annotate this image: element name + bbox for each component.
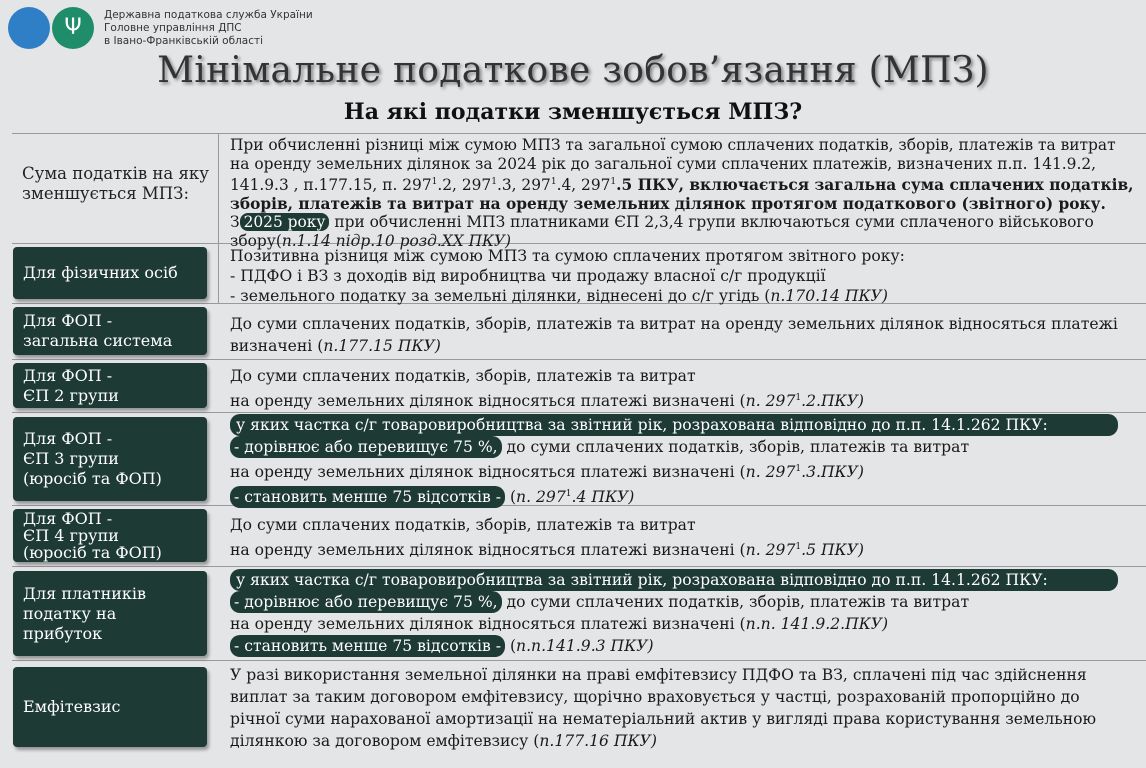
text-part: на оренду земельних ділянок відносяться платежі визначені ( bbox=[230, 463, 746, 482]
text-line bbox=[230, 195, 1140, 214]
row-label-fop-general bbox=[13, 307, 207, 355]
row-label-line: Для ФОП - bbox=[23, 365, 113, 385]
row-label-profit-tax bbox=[13, 571, 207, 656]
condition-badge: - дорівнює або перевищує 75 %, bbox=[230, 436, 502, 458]
text-line bbox=[230, 569, 1140, 591]
table-divider bbox=[12, 660, 1146, 661]
text-part: до суми сплачених податків, зборів, платежів та витрат bbox=[501, 438, 970, 456]
org-line-3: в Івано-Франківській області bbox=[104, 34, 264, 47]
text-line bbox=[230, 414, 1140, 436]
law-reference: п.177.16 ПКУ) bbox=[539, 732, 657, 750]
text-part: на оренду земельних ділянок відносяться платежі визначені ( bbox=[230, 541, 746, 560]
text-line: - ПДФО і ВЗ з доходів від виробництва чи продажу власної с/г продукції bbox=[230, 267, 826, 285]
row-label-total-taxes bbox=[22, 164, 209, 204]
text-line: До суми сплачених податків, зборів, платежів та витрат bbox=[230, 367, 696, 385]
law-reference: п.п.141.9.3 ПКУ) bbox=[516, 637, 654, 655]
row-label-line: зменшується МПЗ: bbox=[22, 184, 190, 203]
law-reference: .3.ПКУ) bbox=[801, 463, 864, 482]
condition-badge: - дорівнює або перевищує 75 %, bbox=[230, 591, 502, 613]
logo-circle-blue bbox=[8, 7, 50, 49]
row-label-line: Для фізичних осіб bbox=[23, 263, 178, 282]
org-line-2: Головне управління ДПС bbox=[104, 21, 242, 34]
text-line: виплат за таким договором емфітевзису, щорічно враховується у частці, розрахованій пропорційно до bbox=[230, 688, 1080, 706]
law-reference: п.177.15 ПКУ) bbox=[323, 337, 441, 355]
row-content-emphyteusis bbox=[230, 664, 1140, 752]
superscript: 1 bbox=[550, 177, 557, 187]
text-part: збору( bbox=[230, 231, 282, 250]
row-content-ep2 bbox=[230, 365, 1140, 412]
row-label-line: Емфітевзис bbox=[23, 697, 121, 716]
text-part: визначені ( bbox=[230, 337, 324, 355]
superscript: 1 bbox=[795, 542, 802, 552]
page-subtitle: На які податки зменшується МПЗ? bbox=[343, 99, 803, 125]
text-part: на оренду земельних ділянок відносяться платежі визначені ( bbox=[230, 615, 746, 633]
row-content-ep3 bbox=[230, 414, 1140, 508]
row-label-emphyteusis bbox=[13, 667, 207, 747]
law-reference: п.170.14 ПКУ) bbox=[770, 287, 888, 305]
table-divider bbox=[12, 566, 1146, 567]
text-line bbox=[230, 483, 1140, 508]
law-reference: .2.ПКУ) bbox=[801, 392, 864, 411]
text-line: на оренду земельних ділянок за 2024 рік до загальної суми сплачених платежів, визначених п.п. 141.9.2, bbox=[230, 154, 1097, 173]
text-part: ділянкою за договором емфітевзису ( bbox=[230, 732, 540, 750]
text-part: .3, 297 bbox=[496, 176, 551, 195]
superscript: 1 bbox=[795, 464, 802, 474]
row-content-ep4 bbox=[230, 514, 1140, 561]
text-line bbox=[230, 536, 1140, 561]
text-line: До суми сплачених податків, зборів, платежів та витрат bbox=[230, 516, 696, 534]
text-part: до суми сплачених податків, зборів, платежів та витрат bbox=[501, 593, 970, 611]
law-reference: п. 297 bbox=[516, 488, 566, 507]
row-label-line: (юросіб та ФОП) bbox=[23, 469, 162, 488]
text-line bbox=[230, 591, 1140, 613]
text-line bbox=[230, 635, 1140, 657]
text-line bbox=[230, 730, 1140, 752]
row-content-total-taxes bbox=[230, 136, 1140, 250]
text-line bbox=[230, 613, 1140, 635]
text-part: - земельного податку за земельні ділянки, віднесені до с/г угідь ( bbox=[230, 287, 771, 305]
row-content-fop-general bbox=[230, 313, 1140, 357]
condition-badge: - становить менше 75 відсотків - bbox=[230, 635, 505, 657]
row-content-individuals bbox=[230, 246, 1140, 306]
row-label-line: загальна система bbox=[23, 331, 173, 350]
condition-badge: - становить менше 75 відсотків - bbox=[230, 486, 505, 508]
row-label-line: (юросіб та ФОП) bbox=[23, 543, 162, 562]
row-label-line: ЄП 4 групи bbox=[23, 526, 119, 545]
law-reference: п.1.14 підр.10 розд.XX ПКУ) bbox=[281, 231, 512, 250]
text-part: .4, 297 bbox=[556, 176, 611, 195]
org-line-1: Державна податкова служба України bbox=[104, 8, 313, 21]
row-label-line: ЄП 3 групи bbox=[23, 449, 119, 468]
row-label-individuals bbox=[13, 247, 207, 299]
text-line: При обчисленні різниці між сумою МПЗ та загальної сумою сплачених податків, зборів, платежів та витрат bbox=[230, 136, 1116, 154]
row-label-line: Сума податків на яку bbox=[22, 164, 209, 183]
superscript: 1 bbox=[565, 489, 572, 500]
text-line: До суми сплачених податків, зборів, платежів та витрат на оренду земельних ділянок відносяться платежі bbox=[230, 315, 1118, 333]
law-reference: .5 ПКУ) bbox=[801, 541, 864, 560]
table-divider bbox=[12, 359, 1146, 360]
text-line bbox=[230, 286, 1140, 306]
header bbox=[8, 6, 313, 50]
year-highlight: 2025 року bbox=[240, 213, 330, 231]
text-part-bold: .5 ПКУ, включається загальна сума сплачених податків, bbox=[616, 176, 1134, 195]
superscript: 1 bbox=[795, 393, 802, 403]
row-content-profit-tax bbox=[230, 569, 1140, 657]
law-reference: п. 297 bbox=[745, 392, 796, 411]
text-part: .2, 297 bbox=[437, 176, 492, 195]
text-line: річної суми нарахованої амортизації на нематеріальний актив у вигляді права користування земельною bbox=[230, 710, 1097, 728]
text-line bbox=[230, 458, 1140, 483]
text-part: ( bbox=[505, 488, 517, 507]
law-reference: п.п. 141.9.2.ПКУ) bbox=[745, 615, 889, 633]
text-line bbox=[230, 213, 1140, 232]
text-part: З bbox=[230, 213, 240, 232]
text-part: 141.9.3 , п.177.15, п. 297 bbox=[230, 176, 432, 195]
law-reference: п. 297 bbox=[745, 541, 796, 560]
condition-banner: у яких частка с/г товаровиробництва за звітний рік, розрахована відповідно до п.п. 14.1.262 ПКУ: bbox=[230, 414, 1118, 436]
row-label-ep3 bbox=[13, 417, 207, 501]
superscript: 1 bbox=[431, 177, 438, 187]
row-label-line: податку на прибуток bbox=[23, 603, 117, 643]
organization-name bbox=[104, 9, 313, 48]
text-line: Позитивна різниця між сумою МПЗ та сумою сплачених протягом звітного року: bbox=[230, 247, 905, 265]
text-line bbox=[230, 436, 1140, 458]
law-reference: .4 ПКУ) bbox=[571, 488, 635, 507]
row-label-ep4 bbox=[13, 509, 207, 562]
superscript: 1 bbox=[491, 177, 497, 187]
table-divider bbox=[12, 133, 1146, 134]
superscript: 1 bbox=[610, 177, 617, 187]
row-label-line: Для ФОП - bbox=[23, 429, 113, 448]
row-label-ep2 bbox=[13, 363, 207, 408]
text-part: на оренду земельних ділянок відносяться платежі визначені ( bbox=[230, 392, 746, 411]
text-line bbox=[230, 173, 1140, 195]
column-divider bbox=[218, 133, 219, 303]
page-title: Мінімальне податкове зобов’язання (МПЗ) bbox=[157, 50, 989, 91]
text-part-bold: зборів, платежів та витрат на оренду земельних ділянок протягом податкового (звітного) року. bbox=[230, 194, 1106, 213]
row-label-line: Для ФОП - bbox=[23, 311, 113, 330]
row-label-line: ЄП 2 групи bbox=[23, 385, 119, 405]
text-line: У разі використання земельної ділянки на праві емфітевзису ПДФО та ВЗ, сплачені під час здійснення bbox=[230, 666, 1087, 684]
text-part: при обчисленні МПЗ платниками ЄП 2,3,4 групи включаються суми сплаченого військового bbox=[329, 213, 1094, 232]
trident-icon: Ψ bbox=[52, 7, 94, 49]
text-line bbox=[230, 387, 1140, 412]
row-label-line: Для платників bbox=[23, 583, 147, 603]
law-reference: п. 297 bbox=[745, 463, 796, 482]
condition-banner: у яких частка с/г товаровиробництва за звітний рік, розрахована відповідно до п.п. 14.1.262 ПКУ: bbox=[230, 569, 1118, 591]
text-part: ( bbox=[505, 637, 517, 655]
row-label-line: Для ФОП - bbox=[23, 509, 113, 528]
text-line bbox=[230, 335, 1140, 357]
